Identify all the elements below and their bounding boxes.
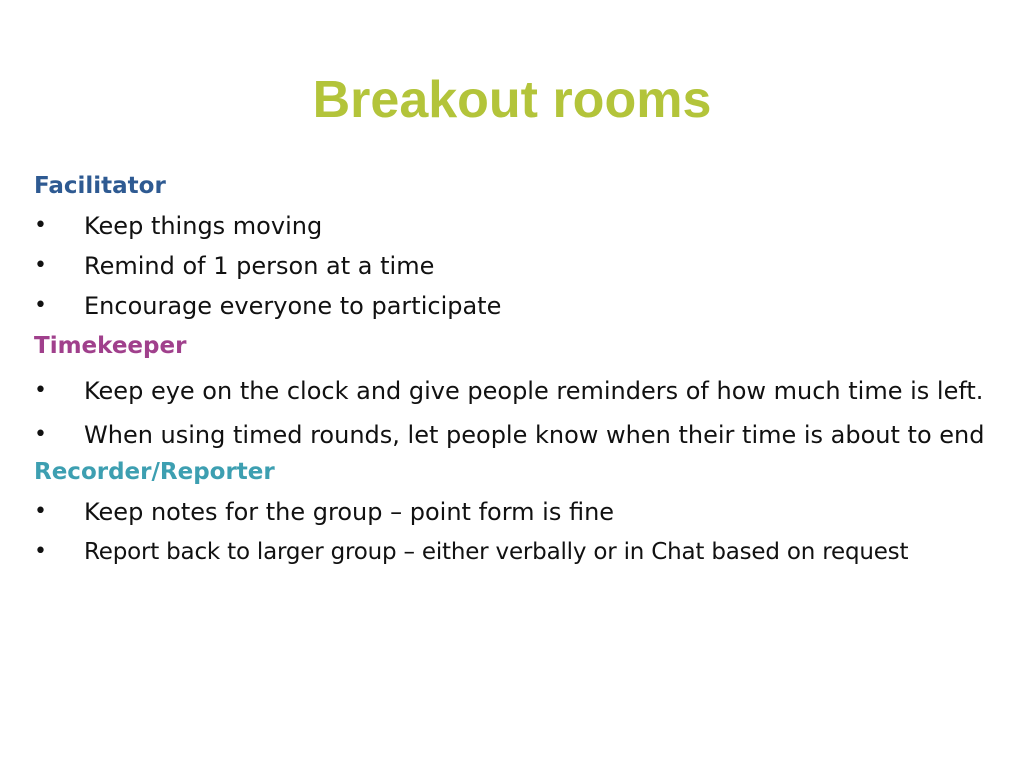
section-heading-facilitator: Facilitator [34, 173, 166, 199]
bullet-icon: • [34, 253, 47, 278]
bullet-icon: • [34, 499, 47, 524]
list-item [34, 250, 1004, 282]
bullet-icon: • [34, 378, 47, 403]
bullet-text: Keep things moving [84, 212, 323, 240]
bullet-text: Report back to larger group – either verbally or in Chat based on request [84, 539, 909, 565]
list-item [34, 536, 1004, 568]
bullet-icon: • [34, 422, 47, 447]
list-item [34, 374, 1004, 408]
section-heading-timekeeper: Timekeeper [34, 333, 187, 359]
section-heading-recorder-reporter: Recorder/Reporter [34, 459, 275, 485]
slide-content [34, 170, 1004, 568]
list-item [34, 210, 1004, 242]
list-item [34, 496, 1004, 528]
bullet-text: Keep eye on the clock and give people reminders of how much time is left. [84, 377, 984, 405]
bullet-text: When using timed rounds, let people know when their time is about to end [84, 421, 985, 449]
bullet-text: Remind of 1 person at a time [84, 252, 435, 280]
bullet-text: Keep notes for the group – point form is fine [84, 498, 615, 526]
slide-title: Breakout rooms [312, 71, 712, 129]
list-item [34, 418, 1004, 452]
bullet-text: Encourage everyone to participate [84, 292, 502, 320]
bullet-icon: • [34, 213, 47, 238]
list-item [34, 290, 1004, 322]
bullet-icon: • [34, 539, 47, 564]
bullet-icon: • [34, 293, 47, 318]
